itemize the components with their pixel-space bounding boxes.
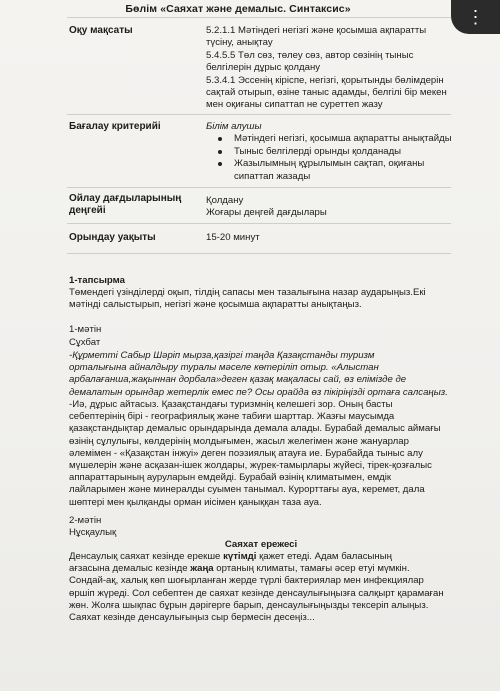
table-row-divider bbox=[67, 223, 451, 224]
task-instruction bbox=[69, 287, 453, 311]
text2-body bbox=[69, 551, 453, 624]
table-bottom-border bbox=[67, 253, 451, 254]
goals-value bbox=[206, 25, 454, 112]
thinking-label-line: деңгейі bbox=[69, 205, 106, 216]
criteria-item-continuation: сипаттап жазады bbox=[234, 170, 311, 182]
table-row-divider bbox=[67, 187, 451, 188]
goals-line: белгілерін дұрыс қолдану bbox=[206, 62, 321, 74]
thinking-label-line: Ойлау дағдыларының bbox=[69, 193, 182, 204]
text1-question bbox=[69, 350, 453, 399]
answer-line: -Иә, дұрыс айтасыз. Қазақстандағы туризмнің келешегі зор. Оның басты bbox=[69, 399, 393, 410]
criteria-item: Тыныс белгілерді орынды қолданады bbox=[206, 146, 454, 158]
thinking-value bbox=[206, 195, 454, 220]
text2-genre: Нұсқаулық bbox=[69, 527, 117, 538]
criteria-value bbox=[206, 121, 454, 183]
emphasis-text: жаңа bbox=[190, 563, 214, 575]
goals-line: 5.3.4.1 Эссенің кіріспе, негізгі, қорытынды бөлімдерін bbox=[206, 74, 444, 86]
thinking-line: Қолдану bbox=[206, 195, 244, 206]
answer-line: себептерінің бірі - географиялық және табиғи шарттар. Жазғы маусымда bbox=[69, 411, 395, 423]
body-text: қажет етеді. Адам баласының bbox=[256, 551, 392, 562]
question-line: демалатын орындар жетерлік емес пе? Осы орайда өз пікіріңізді ортаға салсаңыз. bbox=[69, 386, 448, 398]
emphasis-text: күтімді bbox=[223, 551, 257, 562]
text2-number: 2-мәтін bbox=[69, 515, 102, 526]
text1-genre: Сұхбат bbox=[69, 337, 101, 348]
goals-line: сақтай отырып, өзіне таныс адамды, белгілі бір мекен bbox=[206, 87, 447, 99]
body-text: Денсаулық саяхат кезінде ерекше bbox=[69, 551, 224, 562]
criteria-label: Бағалау критерийі bbox=[69, 121, 161, 132]
goals-line: 5.2.1.1 Мәтіндегі негізгі және қосымша ақпаратты bbox=[206, 25, 427, 36]
question-line: орталығына айналдыру туралы мәселе көтеріліп отыр. «Алыстан bbox=[69, 362, 379, 374]
task-title: 1-тапсырма bbox=[69, 275, 125, 286]
body-line bbox=[69, 563, 453, 575]
goals-line: түсіну, анықтау bbox=[206, 37, 273, 49]
text1-answer bbox=[69, 399, 453, 509]
answer-line: лайларымен және минералды суымен танымал. Курорттағы ауа, керемет, дала bbox=[69, 484, 425, 496]
question-line: арбалағанша,жақыннан дорбала»деген қазақ мақаласы сай, өз еліміздe де bbox=[69, 374, 407, 386]
thinking-line: Жоғары деңгей дағдылары bbox=[206, 207, 327, 219]
body-line: Сондай-ақ, халық көп шоғырланған жерде түрлі бактериялар мен инфекциялар bbox=[69, 575, 424, 587]
thinking-label bbox=[69, 193, 181, 217]
goals-line: мен оқиғаны сипаттап не суреттеп жазу bbox=[206, 99, 383, 111]
body-line bbox=[69, 551, 453, 563]
answer-line: шөптері мен қылқанды орман иісімен қаныққан таза ауа. bbox=[69, 496, 322, 508]
answer-line: мүшелерін және асқазан-ішек жолдары, жүрек-тамырлары жүйесі, тірек-қозғалыс bbox=[69, 460, 432, 472]
criteria-item: Мәтіндегі негізгі, қосымша ақпаратты анықтайды bbox=[206, 133, 454, 145]
text1-number: 1-мәтін bbox=[69, 324, 102, 335]
body-line: Саяхат кезінде денсаулығыңыз сыр бермесін десеңіз... bbox=[69, 612, 315, 624]
text2-title: Саяхат ережесі bbox=[224, 539, 298, 550]
time-label: Орындау уақыты bbox=[69, 232, 156, 243]
question-line: -Құрметті Сабыр Шәріп мырза,қазіргі таңда Қазақстанды туризм bbox=[69, 350, 375, 361]
goals-line: 5.4.5.5 Төл сөз, төлеу сөз, автор сөзінің тыныс bbox=[206, 49, 414, 61]
answer-line: әлемімен - «Қазақстан інжуі» деген поэзиялық атауға ие. Бурабайда тыныс алу bbox=[69, 447, 423, 459]
criteria-intro: Білім алушы bbox=[206, 121, 262, 132]
body-line: жөн. Жолға шықпас бұрын дәрігерге барып, денсаулығыңызды тексеріп алыңыз. bbox=[69, 599, 429, 611]
section-title: Бөлім «Саяхат және демалыс. Синтаксис» bbox=[125, 3, 351, 15]
table-row-divider bbox=[67, 114, 451, 115]
more-options-icon: ⋮ bbox=[466, 7, 485, 27]
criteria-list bbox=[206, 133, 454, 170]
body-line: өршіп жүреді. Сол себептен де саяхат кезінде денсаулығыңызға салқырт қарамаған bbox=[69, 587, 444, 599]
criteria-item: Жазылымның құрылымын сақтап, оқиғаны bbox=[206, 158, 454, 170]
goals-label: Оқу мақсаты bbox=[69, 25, 133, 36]
answer-line: аппараттарының ауруларын емдейді. Бурабай өзінің климатымен, емдік bbox=[69, 472, 392, 484]
body-text: ағзасына демалыс кезінде bbox=[69, 563, 191, 575]
table-top-border bbox=[67, 17, 451, 18]
menu-button[interactable] bbox=[451, 0, 500, 34]
time-value: 15-20 минут bbox=[206, 232, 260, 243]
instruction-line: мәтінді салыстырып, негізгі және қосымша ақпаратты анықтаңыз. bbox=[69, 299, 362, 311]
instruction-line: Төмендегі үзінділерді оқып, тілдің сапасы мен тазалығына назар аударыңыз.Екі bbox=[69, 287, 426, 298]
body-text: ортаның климаты, тамағы әсер етуі мүмкін. bbox=[213, 563, 410, 575]
answer-line: өзінің сұлулығы, көлдерінің молдығымен, жасыл желегімен және жануарлар bbox=[69, 435, 409, 447]
answer-line: қазақстандықтар демалыс орындарында демала алады. Бурабай демалыс аймағы bbox=[69, 423, 441, 435]
